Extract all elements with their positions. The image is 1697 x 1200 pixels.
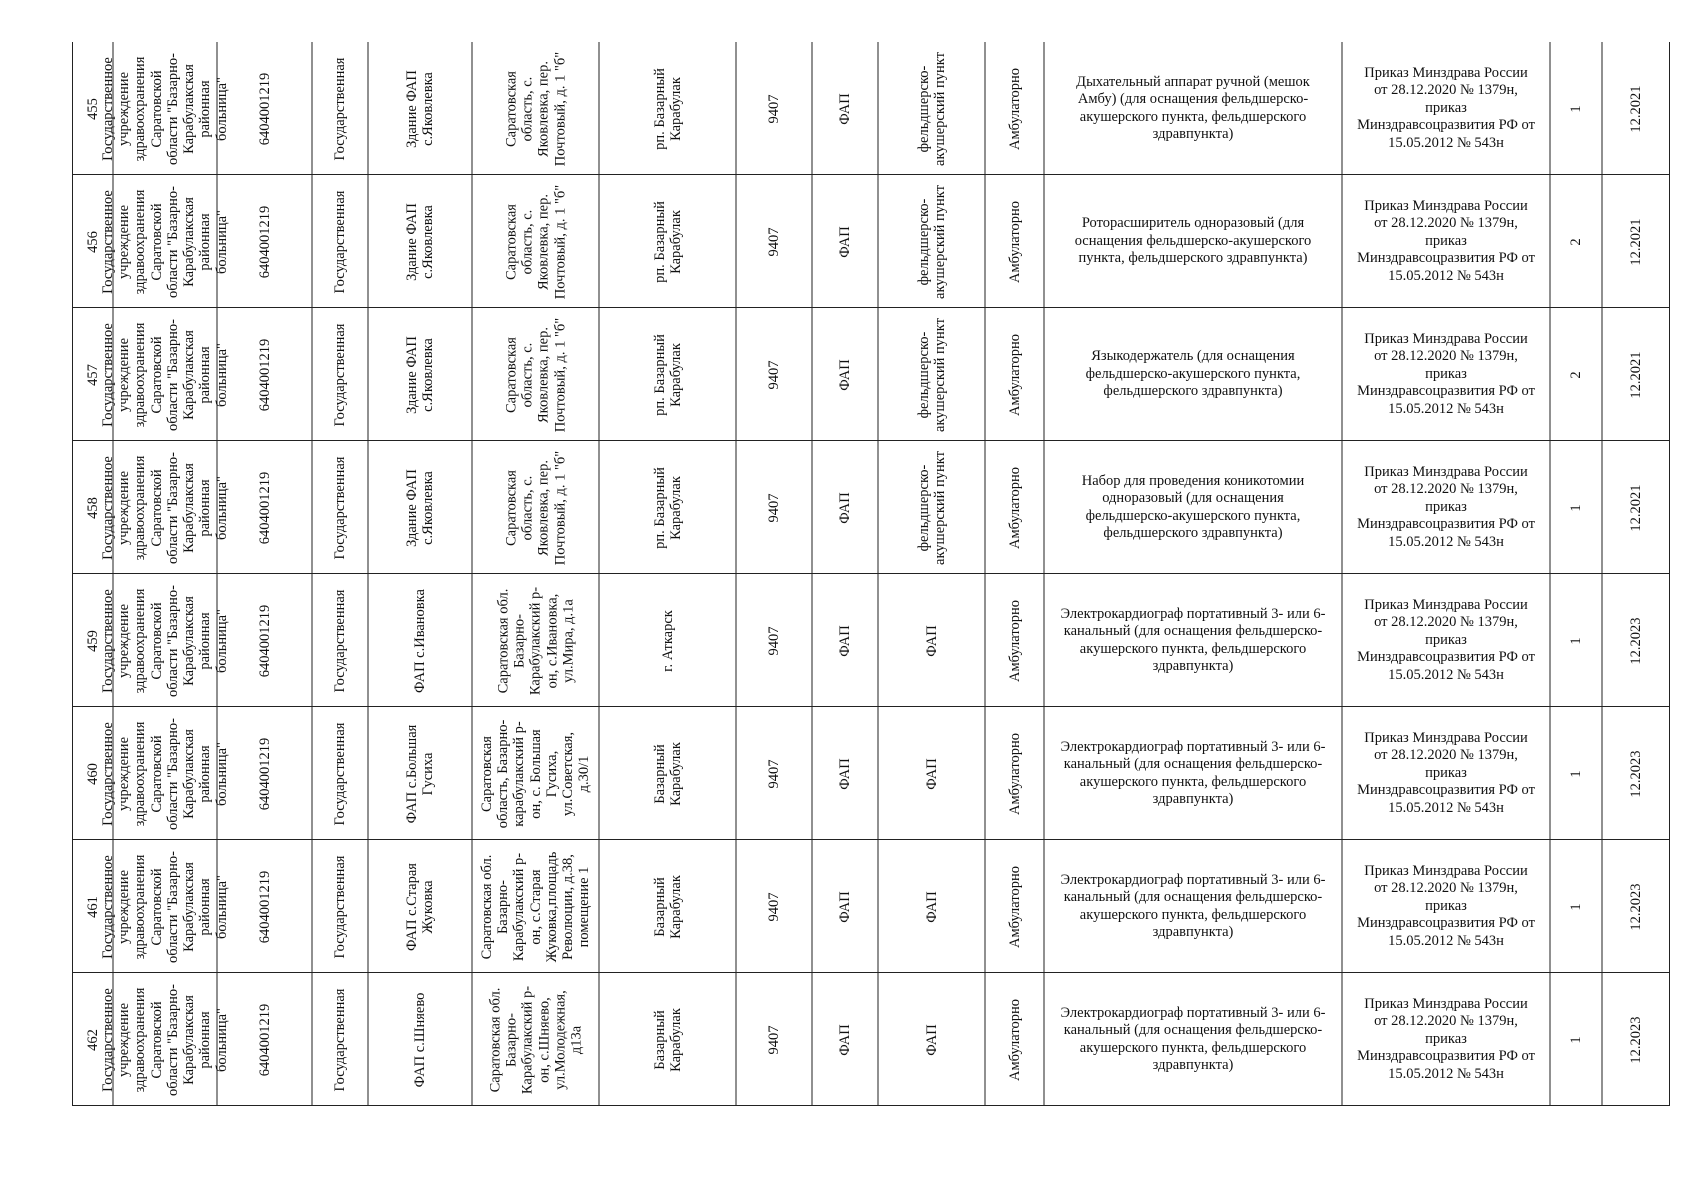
cell-building [368,707,472,840]
cell-inn [217,840,312,973]
inn-text: 6404001219 [256,205,273,278]
cell-profile [878,574,985,707]
cell-equipment [1044,175,1342,308]
settlement-text: Базарный Карабулак [651,874,684,939]
order-text: Приказ Минздрава России от 28.12.2020 № 1379н, приказ Минздравсоцразвития РФ от 15.05.2012 № 543н [1357,730,1535,816]
cell-profile [878,707,985,840]
equipment-text: Электрокардиограф портативный 3- или 6-канальный (для оснащения фельдшерско-акушерского пункта, фельдшерского здравпункта) [1060,605,1326,674]
cell-address [472,840,599,973]
profile-text: ФАП [923,890,940,923]
qty-text: 2 [1567,237,1584,246]
cell-care [985,42,1044,175]
profile-text: фельдшерско-акушерский пункт [915,450,948,565]
cell-qty [1550,574,1602,707]
cell-inn [217,42,312,175]
cell-type [812,707,878,840]
order-text: Приказ Минздрава России от 28.12.2020 № 1379н, приказ Минздравсоцразвития РФ от 15.05.2012 № 543н [1357,65,1535,151]
cell-order [1342,840,1550,973]
ownership-text: Государственная [331,589,348,692]
cell-type [812,441,878,574]
org-text: Государственное учреждение здравоохранения Саратовской области "Базарно-Карабулакская районная больница" [100,52,230,165]
cell-settlement [599,175,736,308]
cell-qty [1550,42,1602,175]
care-text: Амбулаторно [1006,200,1023,283]
order-text: Приказ Минздрава России от 28.12.2020 № 1379н, приказ Минздравсоцразвития РФ от 15.05.2012 № 543н [1357,863,1535,949]
profile-text: ФАП [923,1023,940,1056]
cell-ownership [312,973,368,1106]
ownership-text: Государственная [331,57,348,160]
equipment-text: Роторасширитель одноразовый (для оснащения фельдшерско-акушерского пункта, фельдшерского здравпункта) [1074,215,1312,267]
cell-care [985,441,1044,574]
table-row [72,175,1670,308]
cell-building [368,973,472,1106]
cell-building [368,441,472,574]
cell-date [1602,175,1670,308]
ownership-text: Государственная [331,190,348,293]
building-text: Здание ФАП с.Яковлевка [403,335,436,414]
code-text: 9407 [765,759,782,788]
code-text: 9407 [765,227,782,256]
cell-care [985,707,1044,840]
date-text: 12.2021 [1627,217,1644,266]
cell-code [736,973,812,1106]
settlement-text: рп. Базарный Карабулак [651,67,684,150]
building-text: ФАП с.Ивановка [411,588,428,693]
cell-order [1342,973,1550,1106]
inn-text: 6404001219 [256,604,273,677]
address-text: Саратовская область, с. Яковлевка, пер. Почтовый, д. 1 "б" [503,450,568,565]
code-text: 9407 [765,360,782,389]
settlement-text: рп. Базарный Карабулак [651,466,684,549]
ownership-text: Государственная [331,323,348,426]
address-text: Саратовская область, Базарно-карабулакский р-он, с. Большая Гусиха, ул.Советская, д.30/1 [478,719,593,828]
cell-qty [1550,175,1602,308]
cell-care [985,574,1044,707]
cell-equipment [1044,840,1342,973]
cell-date [1602,42,1670,175]
profile-text: фельдшерско-акушерский пункт [915,51,948,166]
code-text: 9407 [765,94,782,123]
building-text: Здание ФАП с.Яковлевка [403,468,436,547]
num-text: 462 [84,1028,101,1051]
ownership-text: Государственная [331,722,348,825]
settlement-text: рп. Базарный Карабулак [651,333,684,416]
date-text: 12.2023 [1627,616,1644,665]
address-text: Саратовская обл. Базарно-Карабулакский р-он, с.Шняево, ул.Молодежная, д13а [486,985,584,1094]
equipment-text: Дыхательный аппарат ручной (мешок Амбу) (для оснащения фельдшерско-акушерского пункта, фельдшерского здравпункта) [1076,73,1310,142]
cell-settlement [599,441,736,574]
cell-ownership [312,441,368,574]
cell-inn [217,707,312,840]
org-text: Государственное учреждение здравоохранения Саратовской области "Базарно-Карабулакская районная больница" [100,850,230,963]
table-row [72,840,1670,973]
cell-type [812,973,878,1106]
inn-text: 6404001219 [256,1003,273,1076]
address-text: Саратовская область, с. Яковлевка, пер. Почтовый, д. 1 "б" [503,184,568,299]
ownership-text: Государственная [331,855,348,958]
type-text: ФАП [836,624,853,657]
cell-ownership [312,175,368,308]
table-row [72,308,1670,441]
address-text: Саратовская обл. Базарно-Карабулакский р-он, с.Ивановка, ул.Мира, д.1а [494,586,576,695]
date-text: 12.2023 [1627,1015,1644,1064]
cell-care [985,308,1044,441]
cell-org [100,441,230,574]
table-row [72,707,1670,840]
building-text: ФАП с.Шняево [411,992,428,1087]
cell-date [1602,707,1670,840]
cell-org [100,175,230,308]
cell-qty [1550,707,1602,840]
cell-settlement [599,42,736,175]
cell-settlement [599,707,736,840]
table-row [72,574,1670,707]
cell-type [812,175,878,308]
num-text: 461 [84,895,101,918]
org-text: Государственное учреждение здравоохранения Саратовской области "Базарно-Карабулакская районная больница" [100,584,230,697]
settlement-text: Базарный Карабулак [651,741,684,806]
cell-address [472,308,599,441]
cell-org [100,574,230,707]
type-text: ФАП [836,491,853,524]
cell-settlement [599,973,736,1106]
cell-inn [217,175,312,308]
cell-building [368,175,472,308]
qty-text: 1 [1567,636,1584,645]
cell-building [368,42,472,175]
cell-equipment [1044,707,1342,840]
num-text: 456 [84,230,101,253]
num-text: 455 [84,97,101,120]
order-text: Приказ Минздрава России от 28.12.2020 № 1379н, приказ Минздравсоцразвития РФ от 15.05.2012 № 543н [1357,331,1535,417]
cell-equipment [1044,973,1342,1106]
code-text: 9407 [765,892,782,921]
cell-org [100,707,230,840]
cell-type [812,840,878,973]
type-text: ФАП [836,225,853,258]
cell-order [1342,42,1550,175]
cell-ownership [312,840,368,973]
table-row [72,973,1670,1106]
date-text: 12.2021 [1627,350,1644,399]
cell-building [368,308,472,441]
cell-code [736,707,812,840]
cell-org [100,840,230,973]
qty-text: 1 [1567,104,1584,113]
address-text: Саратовская область, с. Яковлевка, пер. Почтовый, д. 1 "б" [503,317,568,432]
cell-equipment [1044,42,1342,175]
cell-profile [878,308,985,441]
equipment-text: Электрокардиограф портативный 3- или 6-канальный (для оснащения фельдшерско-акушерского пункта, фельдшерского здравпункта) [1060,738,1326,807]
cell-care [985,175,1044,308]
cell-code [736,308,812,441]
org-text: Государственное учреждение здравоохранения Саратовской области "Базарно-Карабулакская районная больница" [100,717,230,830]
qty-text: 1 [1567,1035,1584,1044]
cell-type [812,308,878,441]
building-text: ФАП с.Старая Жуковка [403,862,436,951]
profile-text: ФАП [923,757,940,790]
org-text: Государственное учреждение здравоохранения Саратовской области "Базарно-Карабулакская районная больница" [100,318,230,431]
type-text: ФАП [836,92,853,125]
cell-address [472,42,599,175]
care-text: Амбулаторно [1006,732,1023,815]
inn-text: 6404001219 [256,471,273,544]
date-text: 12.2023 [1627,749,1644,798]
equipment-text: Языкодержатель (для оснащения фельдшерско-акушерского пункта, фельдшерского здравпункта) [1085,348,1301,400]
num-text: 459 [84,629,101,652]
cell-order [1342,707,1550,840]
cell-profile [878,441,985,574]
cell-address [472,707,599,840]
cell-equipment [1044,441,1342,574]
settlement-text: рп. Базарный Карабулак [651,200,684,283]
cell-care [985,973,1044,1106]
date-text: 12.2021 [1627,84,1644,133]
cell-ownership [312,574,368,707]
code-text: 9407 [765,493,782,522]
care-text: Амбулаторно [1006,67,1023,150]
cell-inn [217,574,312,707]
cell-settlement [599,840,736,973]
code-text: 9407 [765,1025,782,1054]
cell-type [812,574,878,707]
cell-type [812,42,878,175]
cell-settlement [599,574,736,707]
cell-address [472,175,599,308]
table-row [72,42,1670,175]
num-text: 460 [84,762,101,785]
profile-text: ФАП [923,624,940,657]
equipment-text: Электрокардиограф портативный 3- или 6-канальный (для оснащения фельдшерско-акушерского пункта, фельдшерского здравпункта) [1060,1004,1326,1073]
cell-address [472,441,599,574]
qty-text: 1 [1567,902,1584,911]
date-text: 12.2023 [1627,882,1644,931]
inn-text: 6404001219 [256,72,273,145]
cell-qty [1550,840,1602,973]
cell-code [736,574,812,707]
cell-profile [878,973,985,1106]
cell-ownership [312,308,368,441]
equipment-text: Набор для проведения коникотомии одноразовый (для оснащения фельдшерско-акушерского пункта, фельдшерского здравпункта) [1081,472,1305,541]
type-text: ФАП [836,890,853,923]
building-text: ФАП с.Большая Гусиха [403,724,436,823]
address-text: Саратовская область, с. Яковлевка, пер. Почтовый, д. 1 "б" [503,51,568,166]
cell-order [1342,574,1550,707]
type-text: ФАП [836,358,853,391]
cell-address [472,973,599,1106]
care-text: Амбулаторно [1006,998,1023,1081]
cell-code [736,840,812,973]
equipment-text: Электрокардиограф портативный 3- или 6-канальный (для оснащения фельдшерско-акушерского пункта, фельдшерского здравпункта) [1060,871,1326,940]
settlement-text: Базарный Карабулак [651,1007,684,1072]
cell-date [1602,308,1670,441]
equipment-table [72,42,1670,1110]
cell-equipment [1044,574,1342,707]
ownership-text: Государственная [331,456,348,559]
order-text: Приказ Минздрава России от 28.12.2020 № 1379н, приказ Минздравсоцразвития РФ от 15.05.2012 № 543н [1357,597,1535,683]
org-text: Государственное учреждение здравоохранения Саратовской области "Базарно-Карабулакская районная больница" [100,983,230,1096]
type-text: ФАП [836,1023,853,1056]
cell-building [368,840,472,973]
cell-qty [1550,973,1602,1106]
qty-text: 1 [1567,769,1584,778]
inn-text: 6404001219 [256,737,273,810]
order-text: Приказ Минздрава России от 28.12.2020 № 1379н, приказ Минздравсоцразвития РФ от 15.05.2012 № 543н [1357,996,1535,1082]
cell-code [736,175,812,308]
care-text: Амбулаторно [1006,466,1023,549]
profile-text: фельдшерско-акушерский пункт [915,184,948,299]
date-text: 12.2021 [1627,483,1644,532]
org-text: Государственное учреждение здравоохранения Саратовской области "Базарно-Карабулакская районная больница" [100,451,230,564]
cell-equipment [1044,308,1342,441]
building-text: Здание ФАП с.Яковлевка [403,69,436,148]
cell-building [368,574,472,707]
org-text: Государственное учреждение здравоохранения Саратовской области "Базарно-Карабулакская районная больница" [100,185,230,298]
cell-org [100,973,230,1106]
code-text: 9407 [765,626,782,655]
cell-profile [878,840,985,973]
cell-care [985,840,1044,973]
cell-inn [217,308,312,441]
address-text: Саратовская обл. Базарно-Карабулакский р-он, с.Старая Жуковка,площадь Революции, д.38, помещение 1 [478,851,593,962]
cell-order [1342,441,1550,574]
cell-order [1342,308,1550,441]
cell-org [100,42,230,175]
cell-settlement [599,308,736,441]
order-text: Приказ Минздрава России от 28.12.2020 № 1379н, приказ Минздравсоцразвития РФ от 15.05.2012 № 543н [1357,198,1535,284]
num-text: 458 [84,496,101,519]
cell-qty [1550,441,1602,574]
cell-inn [217,441,312,574]
type-text: ФАП [836,757,853,790]
building-text: Здание ФАП с.Яковлевка [403,202,436,281]
cell-profile [878,175,985,308]
cell-date [1602,973,1670,1106]
care-text: Амбулаторно [1006,599,1023,682]
order-text: Приказ Минздрава России от 28.12.2020 № 1379н, приказ Минздравсоцразвития РФ от 15.05.2012 № 543н [1357,464,1535,550]
cell-ownership [312,42,368,175]
cell-code [736,441,812,574]
inn-text: 6404001219 [256,870,273,943]
cell-org [100,308,230,441]
profile-text: фельдшерско-акушерский пункт [915,317,948,432]
ownership-text: Государственная [331,988,348,1091]
cell-inn [217,973,312,1106]
table-row [72,441,1670,574]
care-text: Амбулаторно [1006,333,1023,416]
cell-date [1602,441,1670,574]
cell-address [472,574,599,707]
cell-date [1602,840,1670,973]
inn-text: 6404001219 [256,338,273,411]
care-text: Амбулаторно [1006,865,1023,948]
settlement-text: г. Аткарск [659,609,676,672]
qty-text: 1 [1567,503,1584,512]
cell-code [736,42,812,175]
cell-date [1602,574,1670,707]
cell-profile [878,42,985,175]
cell-ownership [312,707,368,840]
num-text: 457 [84,363,101,386]
cell-qty [1550,308,1602,441]
cell-order [1342,175,1550,308]
qty-text: 2 [1567,370,1584,379]
